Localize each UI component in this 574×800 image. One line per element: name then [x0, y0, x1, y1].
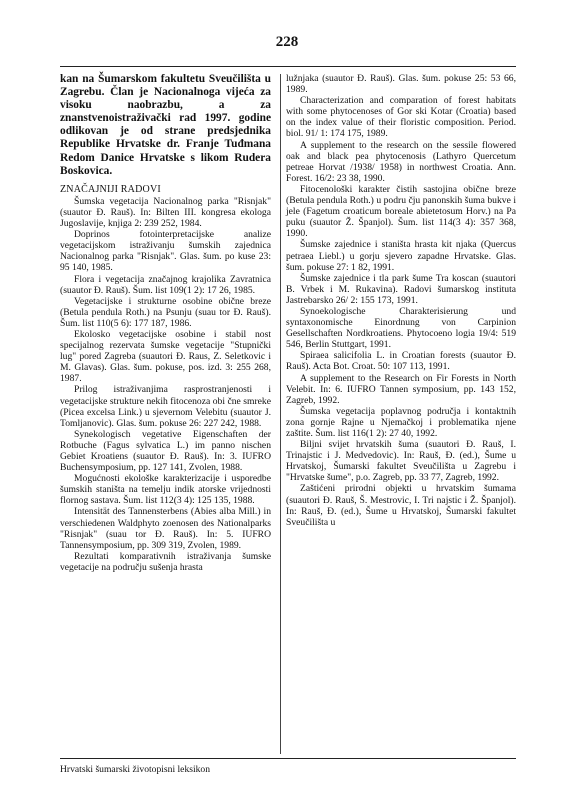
bibliography-entry: Characterization and comparation of forest habitats with some phytocenoses of Gor ski Kotar (Croatia) based on the index value of their floristic composition. Period. biol. 91/ 1: 174 175, 1989. [286, 95, 516, 140]
bibliography-entry: Mogućnosti ekološke karakterizacije i usporedbe šumskih staništa na temelju indik atorske vrijednosti flornog sastava. Šum. list 112(3 4): 125 135, 1988. [60, 473, 271, 507]
bibliography-entry: Rezultati komparativnih istraživanja šumske vegetacije na području sušenja hrasta [60, 550, 271, 573]
left-entry-list [60, 196, 271, 573]
right-entry-list [286, 73, 516, 528]
bibliography-entry: Intensität des Tannensterbens (Abies alba Mill.) in verschiedenen Waldphyto zoenosen des Nationalparks "Risnjak" (suau tor Đ. Rauš). In: 5. IUFRO Tannensymposium, pp. 309 319, Zvolen, 1989. [60, 506, 271, 551]
bibliography-entry: A supplement to the research on the sessile flowered oak and black pea phytocenosis (Lathyro Quercetum petreae Horvat /1938/ 1958) in northwest Croatia. Ann. Forest. 16/2: 23 38, 1990. [286, 139, 516, 184]
header-rule [60, 66, 516, 67]
page-number: 228 [275, 34, 299, 50]
bibliography-entry: Synekologisch vegetative Eigenschaften der Rotbuche (Fagus sylvatica L.) im panno nischen Gebiet Kroatiens (suautor Đ. Rauš). In: 3. IUFRO Buchensymposium, pp. 127 141, Zvolen, 1988. [60, 428, 271, 474]
footer-rule [60, 758, 516, 759]
bibliography-entry: lužnjaka (suautor Đ. Rauš). Glas. šum. pokuse 25: 53 66, 1989. [286, 73, 516, 96]
right-column [286, 73, 516, 528]
works-heading: ZNAČAJNIJI RADOVI [60, 183, 161, 195]
footer-text: Hrvatski šumarski životopisni leksikon [60, 764, 211, 775]
bibliography-entry: Biljni svijet hrvatskih šuma (suautori Đ. Rauš, I. Trinajstic i J. Medvedovic). In: Rauš, Đ. (ed.), Šume u Hrvatskoj, Šumarski fakultet Sveučilišta u Zagrebu i "Hrvatske šume", p.o. Zagreb, pp. 33 77, Zagreb, 1992. [286, 439, 516, 484]
bibliography-entry: Šumske zajednice i staništa hrasta kit njaka (Quercus petraea Liebl.) u gorju sjevero zapadne Hrvatske. Glas. šum. pokuse 27: 1 82, 1991. [286, 239, 516, 273]
bibliography-entry: Flora i vegetacija značajnog krajolika Zavratnica (suautor Đ. Rauš). Šum. list 109(1 2): 17 26, 1985. [60, 273, 271, 296]
bibliography-entry: Zaštićeni prirodni objekti u hrvatskim šumama (suautori Đ. Rauš, Š. Mestrovic, I. Tri najstic i Ž. Španjol). In: Rauš, Đ. (ed.), Šume u Hrvatskoj, Šumarski fakultet Sveučilišta u [286, 483, 516, 528]
bibliography-entry: Synoekologische Charakterisierung und syntaxonomische Einordnung von Carpinion Gesellschaften Nordkroatiens. Phytocoeno logia 19/4: 519 546, Berlin Stuttgart, 1991. [286, 305, 516, 351]
bibliography-entry: Fitocenološki karakter čistih sastojina obične breze (Betula pendula Roth.) u podru čju panonskih šuma bukve i jele (Fagetum croaticum boreale abietetosum Horv.) na Pa puku (suautor Ž. Španjol). Šum. list 114(3 4): 357 368, 1990. [286, 183, 516, 240]
bibliography-entry: Vegetacijske i strukturne osobine obične breze (Betula pendula Roth.) na Psunju (suau tor Đ. Rauš). Šum. list 110(5 6): 177 187, 1986. [60, 295, 271, 329]
bibliography-entry: Šumska vegetacija Nacionalnog parka "Risnjak" (suautor Đ. Rauš). In: Bilten III. kongresa ekologa Jugoslavije, knjiga 2: 239 252, 1984. [60, 195, 271, 230]
left-column [60, 73, 271, 573]
bibliography-entry: Šumske zajednice i tla park šume Tra koscan (suautori B. Vrbek i M. Rukavina). Radovi šumarskog instituta Jastrebarsko 26/ 2: 155 173, 1991. [286, 272, 516, 306]
bibliography-entry: Doprinos fotointerpretacijske analize vegetacijskom istraživanju šumskih zajednica Nacionalnog parka "Risnjak". Glas. šum. po kuse 23: 95 140, 1985. [60, 229, 271, 274]
biography-text: kan na Šumarskom fakultetu Sveučilišta u Zagrebu. Član je Nacionalnoga vijeća za visoku naobrazbu, a za znanstvenoistraživački rad 1997. godine odlikovan je od strane predsjednika Republike Hrvatske dr. Franje Tuđmana Redom Danice Hrvatske s likom Rudera Boskovica. [60, 73, 271, 177]
bibliography-entry: Ekolosko vegetacijske osobine i stabil nost specijalnog rezervata šumske vegetacije "Stupnički lug" pored Zagreba (suautori Đ. Raus, Z. Seletkovic i M. Glavas). Glas. šum. pokuse, pos. izd. 3: 255 268, 1987. [60, 328, 271, 385]
bibliography-entry: Šumska vegetacija poplavnog područja i kontaktnih zona gornje Rajne u Njemačkoj i problematika njene zaštite. Šum. list 116(1 2): 27 40, 1992. [286, 405, 516, 439]
bibliography-entry: Prilog istraživanjima rasprostranjenosti i vegetacijske strukture nekih fitocenoza obi čne smreke (Picea excelsa Link.) u sjevernom Velebitu (suautor J. Tomljanovic). Glas. šum. pokuse 26: 227 242, 1988. [60, 384, 271, 429]
bibliography-entry: Spiraea salicifolia L. in Croatian forests (suautor Đ. Rauš). Acta Bot. Croat. 50: 107 113, 1991. [286, 350, 516, 373]
column-divider [280, 74, 281, 754]
bibliography-entry: A supplement to the Research on Fir Forests in North Velebit. In: 6. IUFRO Tannen symposium, pp. 143 152, Zagreb, 1992. [286, 372, 516, 406]
